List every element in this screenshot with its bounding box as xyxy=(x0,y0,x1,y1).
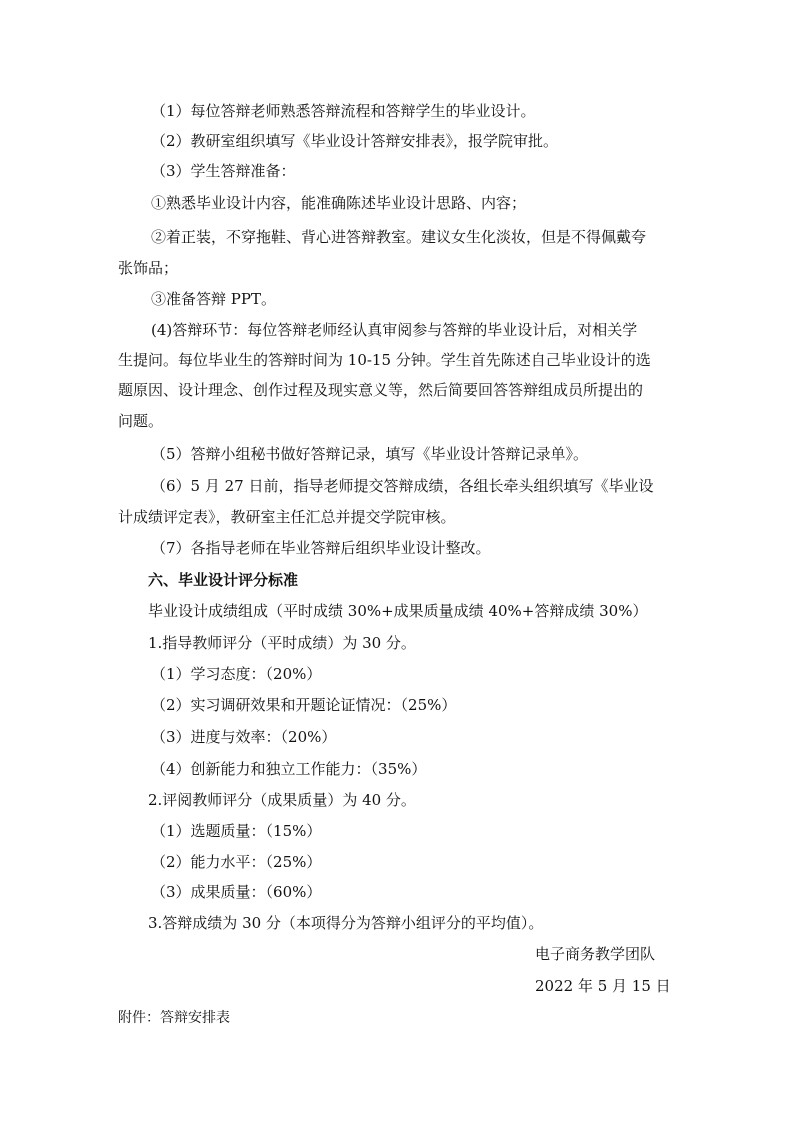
defense-prep-b-line-1: ②着正装，不穿拖鞋、背心进答辩教室。建议女生化淡妆，但是不得佩戴夸 xyxy=(151,228,647,246)
part-2-criterion-3: （3）成果质量：（60%） xyxy=(151,883,322,901)
defense-item-4-line-2: 生提问。每位毕业生的答辩时间为 10-15 分钟。学生首先陈述自己毕业设计的选 xyxy=(118,351,651,369)
part-1-criterion-1: （1）学习态度：（20%） xyxy=(151,665,322,683)
defense-item-1: （1）每位答辩老师熟悉答辩流程和答辩学生的毕业设计。 xyxy=(151,102,536,120)
defense-item-4-line-1: (4)答辩环节：每位答辩老师经认真审阅参与答辩的毕业设计后，对相关学 xyxy=(151,321,638,339)
defense-item-6-line-2: 计成绩评定表》，教研室主任汇总并提交学院审核。 xyxy=(118,508,456,526)
part-2-criterion-2: （2）能力水平：（25%） xyxy=(151,853,322,871)
defense-prep-b-line-2: 张饰品； xyxy=(118,259,179,277)
defense-item-4-line-3: 题原因、设计理念、创作过程及现实意义等，然后简要回答答辩组成员所提出的 xyxy=(118,381,644,399)
defense-item-7: （7）各指导老师在毕业答辩后组织毕业设计整改。 xyxy=(151,539,491,557)
defense-item-6-line-1: （6）5 月 27 日前，指导老师提交答辩成绩，各组长牵头组织填写《毕业设 xyxy=(151,477,654,495)
defense-item-3: （3）学生答辩准备： xyxy=(151,162,296,180)
signature-date: 2022 年 5 月 15 日 xyxy=(535,977,671,995)
signature-team: 电子商务教学团队 xyxy=(535,945,656,963)
part-3-title: 3.答辩成绩为 30 分（本项得分为答辩小组评分的平均值）。 xyxy=(148,914,544,932)
defense-item-2: （2）教研室组织填写《毕业设计答辩安排表》，报学院审批。 xyxy=(151,132,559,150)
part-1-criterion-4: （4）创新能力和独立工作能力：（35%） xyxy=(151,760,427,778)
section-6-heading: 六、毕业设计评分标准 xyxy=(148,571,299,589)
defense-prep-a: ①熟悉毕业设计内容，能准确陈述毕业设计思路、内容； xyxy=(151,194,527,212)
defense-item-5: （5）答辩小组秘书做好答辩记录，填写《毕业设计答辩记录单》。 xyxy=(151,445,589,463)
part-1-criterion-2: （2）实习调研效果和开题论证情况：（25%） xyxy=(151,696,457,714)
attachment-note: 附件：答辩安排表 xyxy=(118,1010,230,1026)
part-2-title: 2.评阅教师评分（成果质量）为 40 分。 xyxy=(148,791,416,809)
part-1-criterion-3: （3）进度与效率：（20%） xyxy=(151,728,337,746)
defense-prep-c: ③准备答辩 PPT。 xyxy=(151,290,276,308)
part-2-criterion-1: （1）选题质量：（15%） xyxy=(151,822,322,840)
grade-composition: 毕业设计成绩组成（平时成绩 30%+成果质量成绩 40%+答辩成绩 30%） xyxy=(148,602,648,620)
part-1-title: 1.指导教师评分（平时成绩）为 30 分。 xyxy=(148,634,416,652)
defense-item-4-line-4: 问题。 xyxy=(118,412,164,430)
